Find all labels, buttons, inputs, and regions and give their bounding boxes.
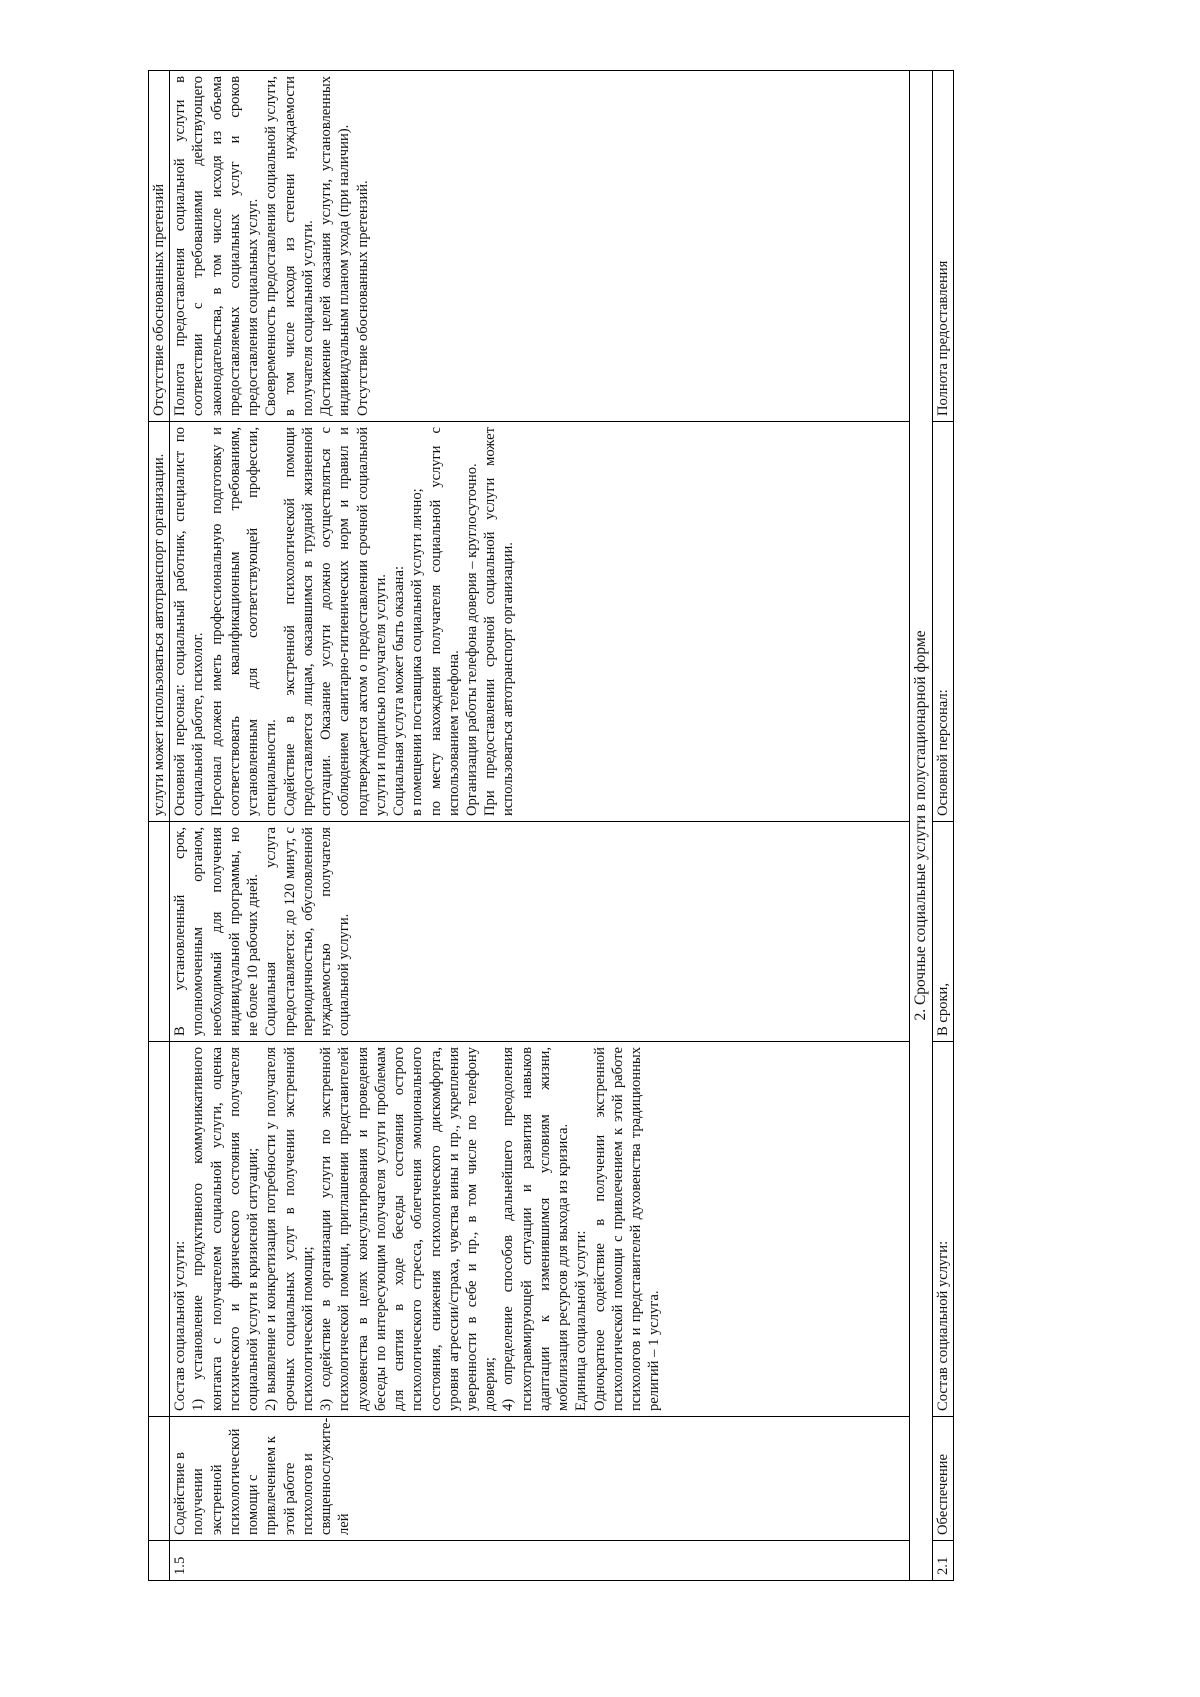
service-terms — [170, 822, 910, 1042]
service-name: Обеспечение — [932, 1417, 953, 1541]
service-conditions — [170, 422, 910, 822]
cell-empty — [149, 1541, 170, 1581]
section-row — [910, 71, 932, 1581]
text-line: При предоставлении срочной социальной услуги может использоваться автотранспорт организации. — [482, 427, 517, 816]
text-line: Отсутствие обоснованных претензий. — [354, 180, 371, 416]
text-line: 2) выявление и конкретизация потребности у получателя срочных социальных услуг в получении экстренной психологической помощи; — [263, 1047, 316, 1411]
service-composition — [170, 1042, 910, 1417]
table-row — [149, 71, 170, 1581]
service-conditions: Основной персонал: — [932, 422, 953, 822]
cell-empty — [149, 1042, 170, 1417]
cell-empty — [149, 1417, 170, 1541]
text-line: Однократное содействие в получении экстренной психологической помощи с привлечением к этой работе психологов и представителей духовенства традиционных религий – 1 услуга. — [591, 1047, 663, 1411]
text-line: Основной персонал: социальный работник, специалист по социальной работе, психолог. — [172, 427, 207, 816]
service-name: Содействие в получении экстренной психологической помощи с привлечением к этой работе психологов и священнослужите-лей — [170, 1417, 910, 1541]
service-indicators — [170, 71, 910, 422]
indicators-cell-continued: Отсутствие обоснованных претензий — [149, 71, 170, 422]
text-line: Единица социальной услуги: — [573, 1230, 590, 1411]
service-terms: В сроки, — [932, 822, 953, 1042]
text-line: В установленный срок, уполномоченным органом, необходимый для получения индивидуальной программы, но не более 10 рабочих дней. — [172, 827, 262, 1036]
text-line: Социальная услуга предоставляется: до 120 минут, с периодичностью, обусловленной нуждаемостью получателя социальной услуги. — [263, 827, 353, 1036]
text-line: по месту нахождения получателя социальной услуги с использованием телефона. — [427, 427, 462, 816]
section-title: 2. Срочные социальные услуги в полустационарной форме — [910, 71, 932, 1581]
table-row — [932, 71, 953, 1581]
service-composition: Состав социальной услуги: — [932, 1042, 953, 1417]
text-line: 4) определение способов дальнейшего преодоления психотравмирующей ситуации и развития навыков адаптации к изменившимся условиям жизни, мобилизация ресурсов для выхода из кризиса. — [500, 1047, 572, 1411]
services-table — [148, 70, 954, 1581]
row-number: 2.1 — [932, 1541, 953, 1581]
text-line: 1) установление продуктивного коммуникативного контакта с получателем социальной услуги, оценка психического и физического состояния получателя социальной услуги в кризисной ситуации; — [190, 1047, 262, 1411]
service-indicators: Полнота предоставления — [932, 71, 953, 422]
cell-empty — [149, 822, 170, 1042]
text-line: Своевременность предоставления социальной услуги, в том числе исходя из степени нуждаемости получателя социальной услуги. — [263, 76, 316, 416]
text-line: Содействие в экстренной психологической помощи предоставляется лицам, оказавшимся в трудной жизненной ситуации. Оказание услуги должно осуществляться с соблюдением санитарно-гигиенических норм и правил и подтверждается актом о предоставлении срочной социальной услуги и подписью получателя услуги. — [281, 427, 389, 816]
text-line: Полнота предоставления социальной услуги в соответствии с требованиями действующего законодательства, в том числе исходя из объема предоставляемых социальных услуг и сроков предоставления социальных услуг. — [172, 76, 262, 416]
conditions-cell-continued: услуги может использоваться автотранспорт организации. — [149, 422, 170, 822]
text-line: Состав социальной услуги: — [172, 1240, 189, 1411]
text-line: Социальная услуга может быть оказана: — [391, 565, 408, 816]
text-line: Персонал должен иметь профессиональную подготовку и соответствовать квалификационным требованиям, установленным для соответствующей профессии, специальности. — [208, 427, 280, 816]
text-line: в помещении поставщика социальной услуги лично; — [409, 488, 426, 816]
row-number: 1.5 — [170, 1541, 910, 1581]
text-line: Организация работы телефона доверия – круглосуточно. — [463, 463, 480, 816]
text-line: Достижение целей оказания услуги, установленных индивидуальным планом ухода (при наличии). — [318, 76, 353, 416]
text-line: 3) содействие в организации услуги по экстренной психологической помощи, приглашении представителей духовенства в целях консультирования и проведения беседы по интересующим получателя услуги проблемам для снятия в ходе беседы состояния острого психологического стресса, облегчения эмоционального состояния, снижения психологического дискомфорта, уровня агрессии/страха, чувства вины и пр., укрепления уверенности в себе и пр., в том числе по телефону доверия; — [318, 1047, 499, 1411]
table-row — [170, 71, 910, 1581]
